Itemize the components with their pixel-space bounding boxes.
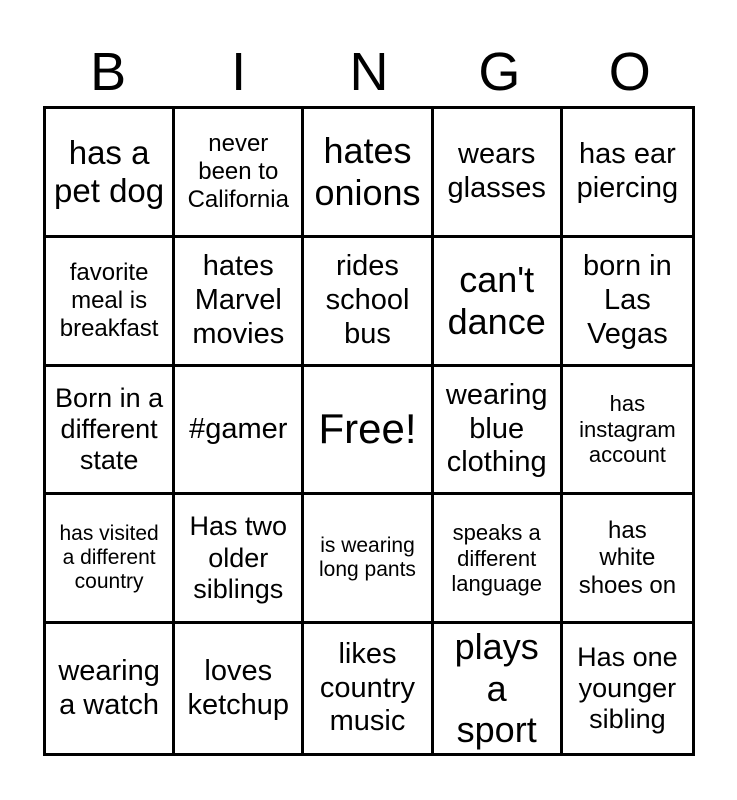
bingo-cell[interactable] xyxy=(563,495,692,624)
cell-text: has ear piercing xyxy=(576,138,679,204)
bingo-header xyxy=(43,38,695,106)
cell-text: wearing a watch xyxy=(58,654,160,721)
bingo-cell[interactable] xyxy=(434,109,563,238)
cell-text: speaks a different language xyxy=(451,520,542,597)
cell-text: #gamer xyxy=(189,412,288,445)
cell-text: has instagram account xyxy=(579,391,676,468)
cell-text: has white shoes on xyxy=(578,516,677,600)
cell-text: Free! xyxy=(318,405,417,453)
header-letter-b: B xyxy=(90,42,127,102)
bingo-cell[interactable] xyxy=(304,367,433,496)
cell-text: never been to California xyxy=(187,130,289,213)
bingo-board xyxy=(43,106,695,756)
cell-text: hates onions xyxy=(314,130,421,213)
bingo-cell[interactable] xyxy=(46,109,175,238)
bingo-cell[interactable] xyxy=(304,495,433,624)
cell-text: has a pet dog xyxy=(54,133,165,209)
cell-text: rides school bus xyxy=(325,250,410,350)
cell-text: loves ketchup xyxy=(187,654,290,721)
cell-text: has visited a different country xyxy=(59,521,159,594)
bingo-cell[interactable] xyxy=(175,238,304,367)
bingo-cell[interactable] xyxy=(563,238,692,367)
bingo-cell[interactable] xyxy=(434,624,563,753)
bingo-cell[interactable] xyxy=(46,238,175,367)
cell-text: likes country music xyxy=(319,638,416,738)
bingo-cell[interactable] xyxy=(434,238,563,367)
cell-text: plays a sport xyxy=(454,625,539,751)
cell-text: wears glasses xyxy=(447,138,546,204)
bingo-cell[interactable] xyxy=(304,109,433,238)
cell-text: Has one younger sibling xyxy=(577,641,678,735)
bingo-cell[interactable] xyxy=(175,367,304,496)
bingo-cell[interactable] xyxy=(304,238,433,367)
cell-text: Has two older siblings xyxy=(189,511,288,604)
bingo-cell[interactable] xyxy=(563,109,692,238)
bingo-cell[interactable] xyxy=(175,624,304,753)
bingo-cell[interactable] xyxy=(175,109,304,238)
cell-text: can't dance xyxy=(447,258,546,342)
bingo-cell[interactable] xyxy=(46,495,175,624)
bingo-cell[interactable] xyxy=(175,495,304,624)
cell-text: wearing blue clothing xyxy=(445,379,548,479)
cell-text: Born in a different state xyxy=(55,382,164,476)
bingo-cell[interactable] xyxy=(434,367,563,496)
bingo-cell[interactable] xyxy=(46,624,175,753)
header-letter-g: G xyxy=(478,42,521,102)
cell-text: favorite meal is breakfast xyxy=(59,258,159,342)
bingo-cell[interactable] xyxy=(434,495,563,624)
cell-text: born in Las Vegas xyxy=(583,250,672,350)
header-letter-i: I xyxy=(231,42,247,102)
header-letter-o: O xyxy=(608,42,651,102)
bingo-cell[interactable] xyxy=(563,624,692,753)
bingo-cell[interactable] xyxy=(46,367,175,496)
bingo-cell[interactable] xyxy=(304,624,433,753)
cell-text: is wearing long pants xyxy=(319,533,416,582)
bingo-cell[interactable] xyxy=(563,367,692,496)
header-letter-n: N xyxy=(349,42,389,102)
cell-text: hates Marvel movies xyxy=(192,250,285,350)
